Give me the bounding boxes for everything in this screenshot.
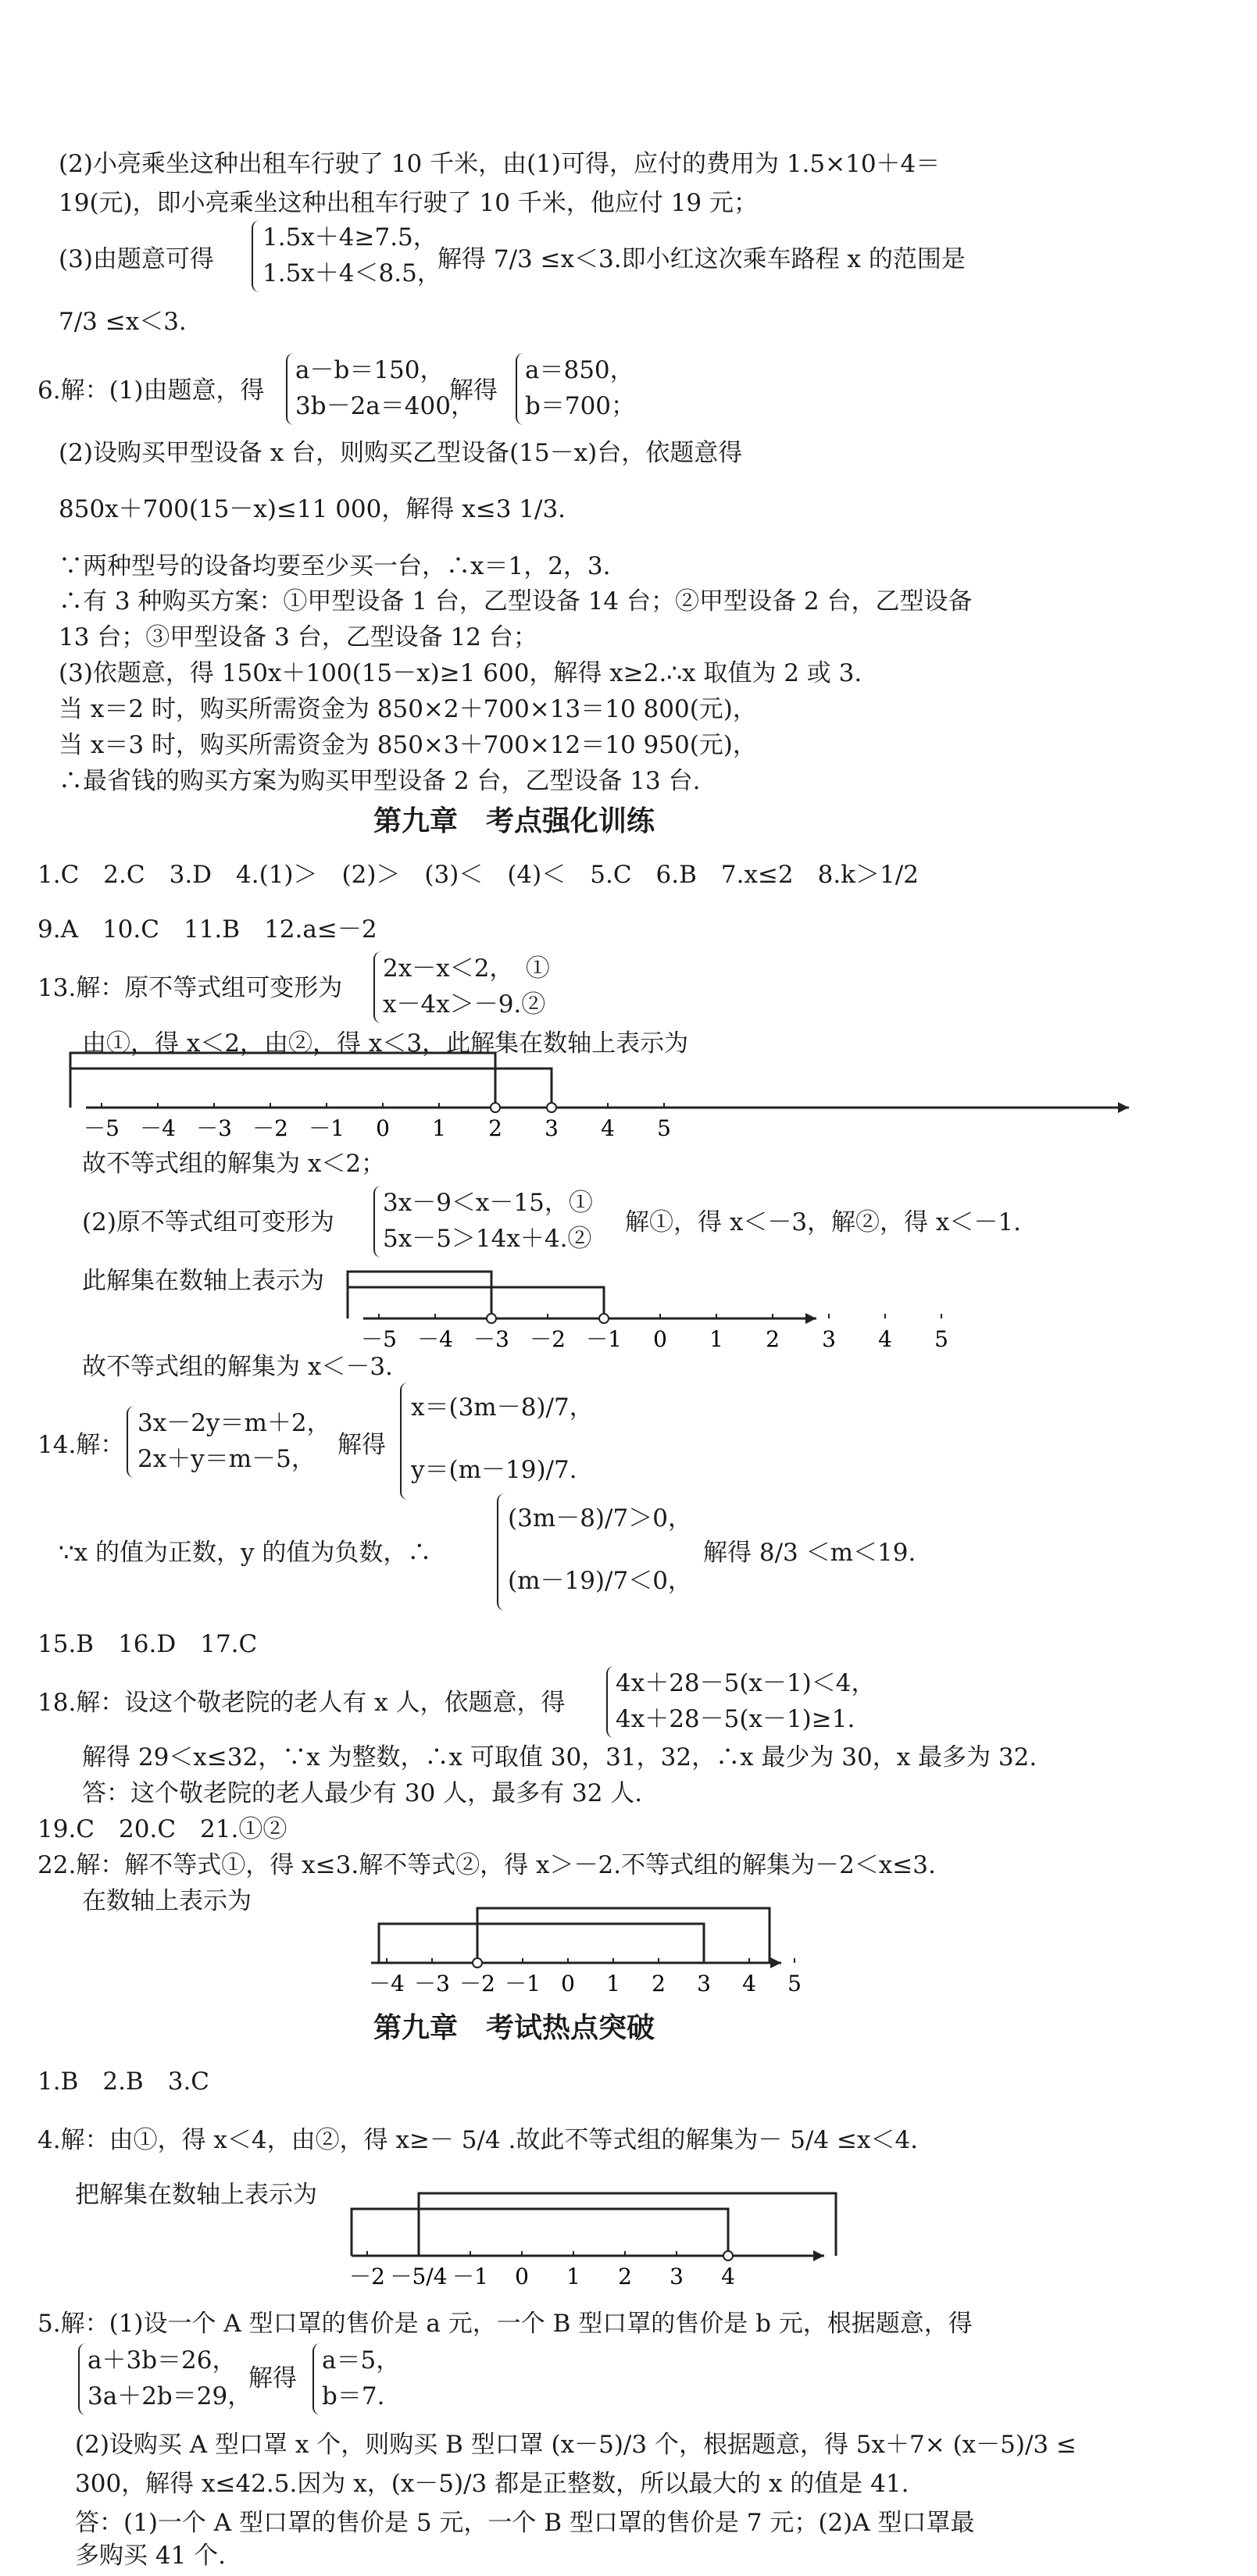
tick-label: －3	[473, 1326, 509, 1352]
tick-label: 1	[432, 1115, 446, 1141]
text-line: 13 台；③甲型设备 3 台，乙型设备 12 台；	[59, 623, 537, 651]
text-line: 由①，得 x＜2，由②，得 x＜3，此解集在数轴上表示为	[82, 1029, 689, 1058]
brace	[400, 1383, 408, 1500]
text-line: 18.解：设这个敬老院的老人有 x 人，依题意，得	[37, 1689, 566, 1717]
text-line: 22.解：解不等式①，得 x≤3.解不等式②，得 x＞－2.不等式组的解集为－2＜x≤3.	[37, 1851, 936, 1879]
tick-label: 5	[787, 1971, 802, 1996]
open-point	[599, 1314, 609, 1323]
tick-label: －3	[196, 1115, 232, 1141]
ray-x-lt-3	[70, 1069, 552, 1108]
text-line: ∴有 3 种购买方案：①甲型设备 1 台，乙型设备 14 台；②甲型设备 2 台，乙型设备	[59, 587, 973, 615]
system-eq: 1.5x＋4≥7.5，	[262, 223, 437, 252]
tick-label: 0	[653, 1326, 667, 1352]
tick-label: －5	[361, 1326, 397, 1352]
tick-label: －1	[452, 2264, 488, 2289]
text-line: 9.A 10.C 11.B 12.a≤－2	[37, 915, 377, 944]
ray-x-gt-m2	[477, 1908, 770, 1963]
text-line: 当 x＝2 时，购买所需资金为 850×2＋700×13＝10 800(元)，	[59, 695, 757, 723]
text-line: 850x＋700(15－x)≤11 000，解得 x≤3 1/3.	[59, 495, 566, 523]
system-eq: (3m－8)/7＞0，	[508, 1504, 692, 1532]
tick-label: －1	[586, 1326, 622, 1352]
text-line: 300，解得 x≤42.5.因为 x，(x－5)/3 都是正整数，所以最大的 x 的值是 41.	[75, 2470, 909, 2498]
number-line-1	[0, 1047, 671, 1148]
text-line: ∵两种型号的设备均要至少买一台，∴x＝1，2，3.	[59, 552, 611, 580]
brace	[127, 1406, 134, 1478]
tick-label: 2	[652, 1971, 666, 1996]
tick-label: －1	[505, 1971, 541, 1996]
tick-label: 5	[934, 1326, 948, 1352]
tick-label: －2	[530, 1326, 566, 1352]
text-line: 解得	[248, 2364, 297, 2392]
system-eq: a－b＝150，	[295, 356, 445, 384]
brace	[516, 353, 523, 425]
system-eq: 2x＋y＝m－5，	[137, 1445, 316, 1473]
system-eq: b＝7.	[322, 2382, 385, 2410]
axis-arrow	[770, 1957, 781, 1968]
text-line: (3)由题意可得	[59, 245, 214, 273]
tick-label: 1	[709, 1326, 723, 1352]
text-line: 故不等式组的解集为 x＜2；	[82, 1150, 386, 1178]
tick-label: 4	[742, 1971, 756, 1996]
system-eq: (m－19)/7＜0，	[508, 1567, 692, 1595]
number-line-2	[0, 1258, 948, 1359]
text-line: 19.C 20.C 21.①②	[37, 1815, 287, 1843]
system-eq: a＝5，	[322, 2346, 401, 2374]
tick-label: 4	[721, 2264, 735, 2289]
brace	[606, 1666, 614, 1738]
brace	[373, 1186, 381, 1258]
system-eq: 3x－2y＝m＋2，	[137, 1409, 331, 1437]
tick-label: 1	[606, 1971, 620, 1996]
brace	[312, 2343, 320, 2415]
text-line: 19(元)，即小亮乘坐这种出租车行驶了 10 千米，他应付 19 元；	[59, 189, 758, 217]
text-line: 在数轴上表示为	[82, 1887, 252, 1915]
text-line: ∵x 的值为正数，y 的值为负数，∴	[59, 1539, 432, 1567]
tick-label: 0	[561, 1971, 575, 1996]
system-eq: 3x－9＜x－15，①	[383, 1189, 593, 1217]
text-line: 多购买 41 个.	[75, 2542, 227, 2570]
system-eq: b＝700；	[525, 392, 636, 420]
system-eq: y＝(m－19)/7.	[411, 1456, 577, 1484]
axis-arrow	[1118, 1102, 1129, 1113]
system-eq: 4x＋28－5(x－1)≥1.	[616, 1705, 855, 1733]
axis-arrow	[813, 2250, 824, 2261]
text-line: (2)原不等式组可变形为	[82, 1208, 334, 1236]
text-line: 解①，得 x＜－3，解②，得 x＜－1.	[625, 1208, 1021, 1236]
tick-label: －2	[252, 1115, 288, 1141]
ray-x-lt-2	[70, 1053, 495, 1108]
text-line: 把解集在数轴上表示为	[75, 2181, 317, 2209]
tick-label: 0	[515, 2264, 529, 2289]
tick-label: 2	[488, 1115, 502, 1141]
text-line: 解得 29＜x≤32，∵x 为整数，∴x 可取值 30，31，32，∴x 最少为 30，x 最多为 32.	[82, 1743, 1037, 1771]
system-eq: 3a＋2b＝29，	[87, 2382, 252, 2410]
ray-x-lt-m1	[348, 1287, 604, 1318]
text-line: 解得 8/3 ＜m＜19.	[703, 1539, 916, 1567]
system-eq: 4x＋28－5(x－1)＜4，	[616, 1669, 876, 1697]
text-line: 7/3 ≤x＜3.	[59, 308, 187, 336]
system-eq: x－4x＞－9.②	[383, 990, 546, 1019]
text-line: 解得	[449, 376, 498, 405]
ray-x-lt-4	[352, 2209, 728, 2256]
open-point	[473, 1958, 482, 1968]
text-line: 答：(1)一个 A 型口罩的售价是 5 元，一个 B 型口罩的售价是 7 元；(2)A 型口罩最	[75, 2509, 975, 2537]
tick-label: －5	[84, 1115, 120, 1141]
tick-label: 3	[697, 1971, 711, 1996]
ray-x-lt-m3	[348, 1272, 491, 1318]
text-line: 4.解：由①，得 x＜4，由②，得 x≥－ 5/4 .故此不等式组的解集为－ 5/4 ≤x＜4.	[37, 2126, 919, 2154]
number-line-3	[0, 1906, 859, 2003]
brace	[373, 951, 381, 1023]
ray-x-ge-m54	[419, 2193, 836, 2256]
text-line: 6.解：(1)由题意，得	[37, 376, 265, 405]
tick-label: 3	[670, 2264, 684, 2289]
axis-arrow	[805, 1313, 816, 1324]
system-eq: 2x－x＜2， ①	[383, 954, 550, 983]
text-line: 当 x＝3 时，购买所需资金为 850×3＋700×12＝10 950(元)，	[59, 731, 757, 759]
system-eq: 1.5x＋4＜8.5，	[262, 259, 441, 287]
text-line: 1.B 2.B 3.C	[37, 2068, 210, 2096]
text-line: (2)设购买甲型设备 x 台，则购买乙型设备(15－x)台，依题意得	[59, 439, 743, 467]
text-line: 14.解：	[37, 1431, 125, 1459]
text-line: 解得 7/3 ≤x＜3.即小红这次乘车路程 x 的范围是	[437, 245, 966, 273]
text-line: 5.解：(1)设一个 A 型口罩的售价是 a 元，一个 B 型口罩的售价是 b 元，根据题意，得	[37, 2310, 973, 2338]
text-line: 故不等式组的解集为 x＜－3.	[82, 1353, 393, 1381]
tick-label: 1	[566, 2264, 580, 2289]
brace	[252, 220, 259, 292]
section-heading: 第九章 考试热点突破	[373, 2012, 655, 2044]
text-line: 1.C 2.C 3.D 4.(1)＞ (2)＞ (3)＜ (4)＜ 5.C 6.B 7.x≤2 8.k＞1/2	[37, 861, 919, 889]
text-line: (3)依题意，得 150x＋100(15－x)≥1 600，解得 x≥2.∴x 取值为 2 或 3.	[59, 659, 862, 687]
system-eq: 3b－2a＝400，	[295, 392, 475, 420]
tick-label: 4	[601, 1115, 615, 1141]
brace	[78, 2343, 86, 2415]
brace	[286, 353, 294, 425]
tick-label: －3	[414, 1971, 450, 1996]
open-point	[723, 2251, 733, 2260]
system-eq: a＝850，	[525, 356, 634, 384]
number-line-4	[0, 2164, 859, 2296]
text-line: (2)设购买 A 型口罩 x 个，则购买 B 型口罩 (x－5)/3 个，根据题意，得 5x＋7× (x－5)/3 ≤	[75, 2431, 1077, 2459]
tick-label: －4	[369, 1971, 405, 1996]
system-eq: x＝(3m－8)/7，	[411, 1393, 594, 1422]
system-eq: a＋3b＝26，	[87, 2346, 237, 2374]
tick-label: 2	[766, 1326, 780, 1352]
tick-label: 3	[822, 1326, 836, 1352]
tick-label: 4	[878, 1326, 892, 1352]
tick-label: －4	[140, 1115, 176, 1141]
text-line: 答：这个敬老院的老人最少有 30 人，最多有 32 人.	[82, 1779, 643, 1807]
tick-label: 5	[657, 1115, 671, 1141]
tick-label: 3	[545, 1115, 559, 1141]
ray-x-le-3	[379, 1924, 704, 1963]
text-line: 13.解：原不等式组可变形为	[37, 974, 343, 1002]
brace	[497, 1493, 505, 1611]
tick-label: －2	[349, 2264, 385, 2289]
tick-label: －4	[417, 1326, 453, 1352]
tick-label: －1	[309, 1115, 345, 1141]
text-line: 15.B 16.D 17.C	[37, 1630, 258, 1658]
open-point	[547, 1103, 556, 1112]
text-line: 此解集在数轴上表示为	[82, 1267, 324, 1295]
text-line: ∴最省钱的购买方案为购买甲型设备 2 台，乙型设备 13 台.	[59, 767, 701, 795]
text-line: 解得	[337, 1431, 386, 1459]
tick-label: 0	[376, 1115, 390, 1141]
tick-label: －5/4	[390, 2264, 448, 2289]
text-line: (2)小亮乘坐这种出租车行驶了 10 千米，由(1)可得，应付的费用为 1.5×10＋4＝	[59, 150, 941, 178]
open-point	[487, 1314, 496, 1323]
tick-label: 2	[618, 2264, 632, 2289]
tick-label: －2	[459, 1971, 495, 1996]
open-point	[491, 1103, 500, 1112]
system-eq: 5x－5＞14x＋4.②	[383, 1225, 592, 1253]
section-heading: 第九章 考点强化训练	[373, 805, 655, 837]
